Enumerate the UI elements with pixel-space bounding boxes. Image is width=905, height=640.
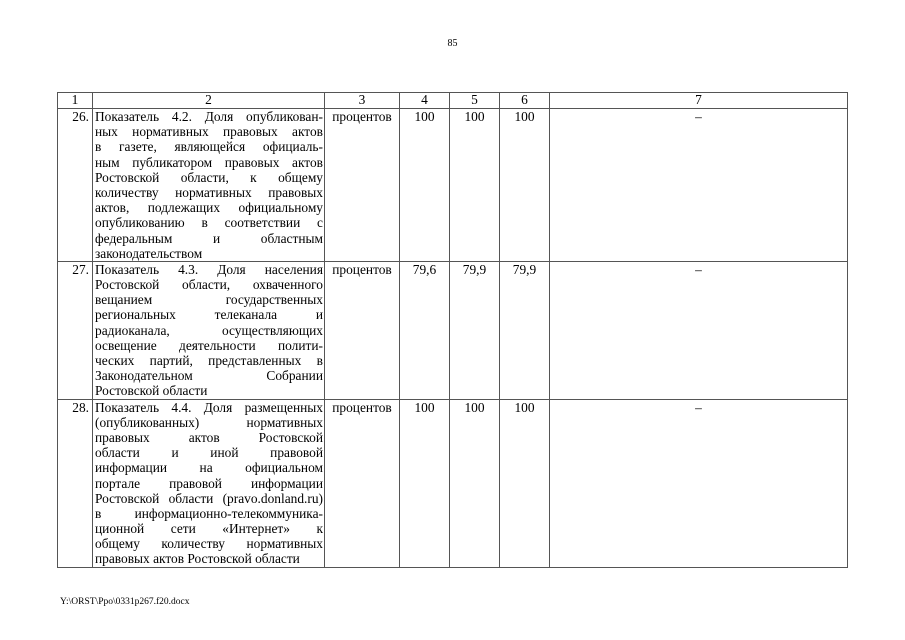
table-row: [58, 109, 848, 262]
indicator-line: информации на официальном: [95, 460, 323, 476]
unit-cell: процентов: [325, 399, 400, 567]
value-cell: 79,6: [400, 261, 450, 399]
indicator-cell: [93, 399, 325, 567]
indicator-line: области и иной правовой: [95, 445, 323, 461]
indicator-line: Ростовской области, охваченного: [95, 277, 323, 293]
unit-cell: процентов: [325, 261, 400, 399]
indicator-line: Ростовской области: [95, 383, 208, 399]
indicator-line: количеству нормативных правовых: [95, 184, 323, 200]
value-cell: 100: [500, 109, 550, 262]
indicator-line: ных нормативных правовых актов: [95, 124, 323, 140]
indicator-line: федеральным и областным: [95, 230, 323, 246]
header-cell: 6: [500, 93, 550, 109]
indicator-line: Ростовской области, к общему: [95, 169, 323, 185]
indicators-table: [57, 92, 848, 568]
header-cell: 2: [93, 93, 325, 109]
indicator-line: (опубликованных) нормативных: [95, 414, 323, 430]
table-row: [58, 261, 848, 399]
indicator-line: в газете, являющейся официаль-: [95, 139, 323, 155]
value-cell: 79,9: [500, 261, 550, 399]
indicator-line: Показатель 4.2. Доля опубликован-: [95, 109, 323, 124]
value-cell: 100: [450, 109, 500, 262]
indicator-cell: [93, 109, 325, 262]
table-header-row: [58, 93, 848, 109]
indicator-cell: [93, 261, 325, 399]
value-cell: 100: [400, 109, 450, 262]
footer-file-path: Y:\ORST\Ppo\0331p267.f20.docx: [60, 597, 190, 607]
indicator-line: в информационно-телекоммуника-: [95, 505, 323, 521]
value-cell: 100: [450, 399, 500, 567]
indicator-line: ционной сети «Интернет» к: [95, 521, 323, 537]
row-number: 28.: [58, 399, 93, 567]
unit-cell: процентов: [325, 109, 400, 262]
header-cell: 5: [450, 93, 500, 109]
header-cell: 4: [400, 93, 450, 109]
indicator-line: общему количеству нормативных: [95, 536, 323, 552]
indicator-line: ческих партий, представленных в: [95, 353, 323, 368]
indicator-line: портале правовой информации: [95, 475, 323, 491]
header-cell: 1: [58, 93, 93, 109]
note-cell: –: [550, 399, 848, 567]
row-number: 26.: [58, 109, 93, 262]
value-cell: 100: [500, 399, 550, 567]
indicator-line: Показатель 4.4. Доля размещенных: [95, 399, 323, 415]
indicator-line: Показатель 4.3. Доля населения: [95, 261, 323, 277]
note-cell: –: [550, 109, 848, 262]
value-cell: 79,9: [450, 261, 500, 399]
indicator-line: правовых актов Ростовской: [95, 429, 323, 445]
indicator-line: вещанием государственных: [95, 292, 323, 308]
indicator-line: правовых актов Ростовской области: [95, 551, 300, 567]
row-number: 27.: [58, 261, 93, 399]
indicator-line: актов, подлежащих официальному: [95, 200, 323, 216]
indicator-line: ным публикатором правовых актов: [95, 154, 323, 170]
indicator-line: законодательством: [95, 245, 203, 261]
indicator-line: радиоканала, осуществляющих: [95, 322, 323, 338]
indicator-line: Законодательном Собрании: [95, 368, 323, 384]
indicator-line: Ростовской области (pravo.donland.ru): [95, 490, 323, 506]
note-cell: –: [550, 261, 848, 399]
page-number: 85: [447, 38, 458, 49]
indicator-line: освещение деятельности полити-: [95, 337, 323, 353]
value-cell: 100: [400, 399, 450, 567]
indicator-line: опубликованию в соответствии с: [95, 215, 323, 231]
header-cell: 7: [550, 93, 848, 109]
indicator-line: региональных телеканала и: [95, 307, 323, 323]
header-cell: 3: [325, 93, 400, 109]
table-row: [58, 399, 848, 567]
